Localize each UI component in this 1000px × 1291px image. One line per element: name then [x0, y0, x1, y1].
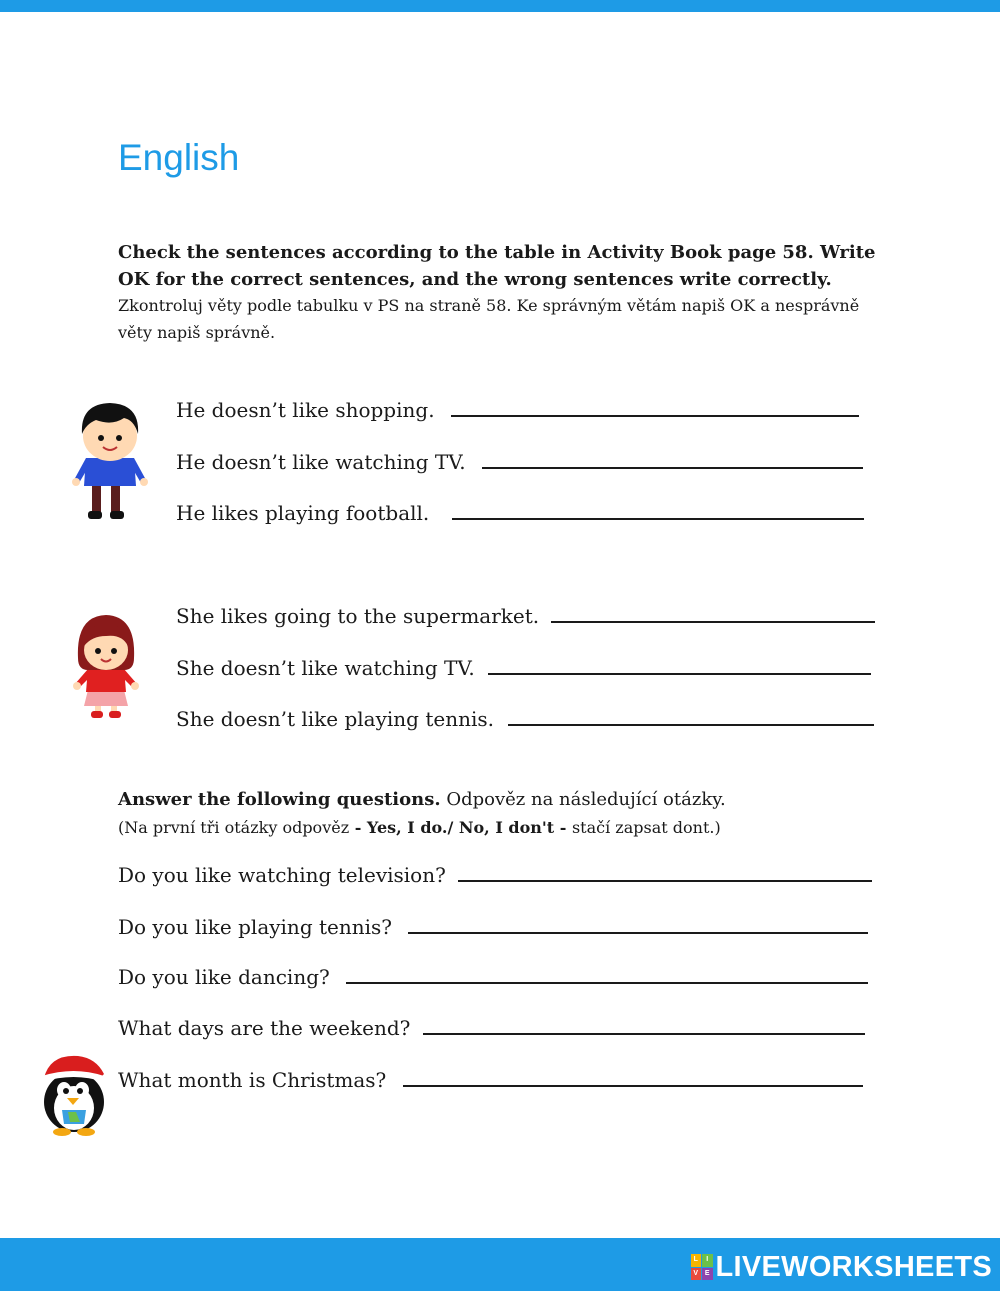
sentence-text: He doesn’t like watching TV.	[176, 450, 466, 474]
answer-blank[interactable]	[458, 862, 872, 882]
top-accent-bar	[0, 0, 1000, 12]
answer-blank[interactable]	[403, 1067, 863, 1087]
note-start: (Na první tři otázky odpověz	[118, 818, 350, 837]
answer-blank[interactable]	[508, 706, 874, 726]
instructions-czech: Zkontroluj věty podle tabulku v PS na straně 58. Ke správným větám napiš OK a nesprávně věty napiš správně.	[118, 296, 860, 342]
girl-sentence-2	[176, 654, 871, 682]
question-text: Do you like dancing?	[118, 965, 330, 989]
questions-note	[118, 815, 721, 841]
penguin-santa-icon	[40, 1052, 114, 1136]
answer-blank[interactable]	[451, 397, 859, 417]
question-5	[118, 1066, 863, 1094]
questions-heading-czech: Odpověz na následující otázky.	[440, 789, 726, 810]
answer-blank[interactable]	[346, 964, 868, 984]
answer-blank[interactable]	[488, 655, 871, 675]
logo-letter: L	[691, 1254, 702, 1267]
girl-sentence-3	[176, 705, 874, 733]
sentence-text: She likes going to the supermarket.	[176, 604, 540, 628]
logo-letter: E	[702, 1268, 713, 1281]
boy-sentence-2	[176, 448, 863, 476]
logo-letter: V	[691, 1268, 702, 1281]
sentence-text: She doesn’t like playing tennis.	[176, 707, 494, 731]
question-4	[118, 1014, 865, 1042]
question-1	[118, 861, 872, 889]
answer-blank[interactable]	[423, 1015, 865, 1035]
girl-icon	[72, 612, 140, 722]
boy-sentence-1	[176, 396, 859, 424]
girl-sentence-1	[176, 602, 875, 630]
boy-sentence-3	[176, 499, 864, 527]
liveworksheets-brand[interactable]	[691, 1252, 993, 1282]
logo-letter: I	[702, 1254, 713, 1267]
question-text: What month is Christmas?	[118, 1068, 387, 1092]
instructions-english: Check the sentences according to the table in Activity Book page 58. Write OK for the correct sentences, and the wrong sentences write correctly.	[118, 242, 876, 290]
brand-name: LIVEWORKSHEETS	[715, 1251, 992, 1283]
question-2	[118, 913, 868, 941]
questions-heading-bold: Answer the following questions.	[118, 789, 441, 810]
questions-heading	[118, 786, 726, 814]
sentence-text: He likes playing football.	[176, 501, 430, 525]
question-text: Do you like watching television?	[118, 863, 446, 887]
page-title: English	[118, 137, 240, 178]
liveworksheets-logo-icon	[691, 1254, 713, 1280]
answer-blank[interactable]	[482, 449, 863, 469]
answer-blank[interactable]	[551, 603, 875, 623]
question-3	[118, 963, 868, 991]
note-end: stačí zapsat dont.)	[571, 818, 721, 837]
question-text: What days are the weekend?	[118, 1016, 411, 1040]
answer-blank[interactable]	[408, 914, 868, 934]
boy-icon	[72, 400, 148, 522]
sentence-text: He doesn’t like shopping.	[176, 398, 435, 422]
note-bold: - Yes, I do./ No, I don't -	[349, 818, 572, 837]
answer-blank[interactable]	[452, 500, 864, 520]
question-text: Do you like playing tennis?	[118, 915, 392, 939]
sentence-text: She doesn’t like watching TV.	[176, 656, 475, 680]
